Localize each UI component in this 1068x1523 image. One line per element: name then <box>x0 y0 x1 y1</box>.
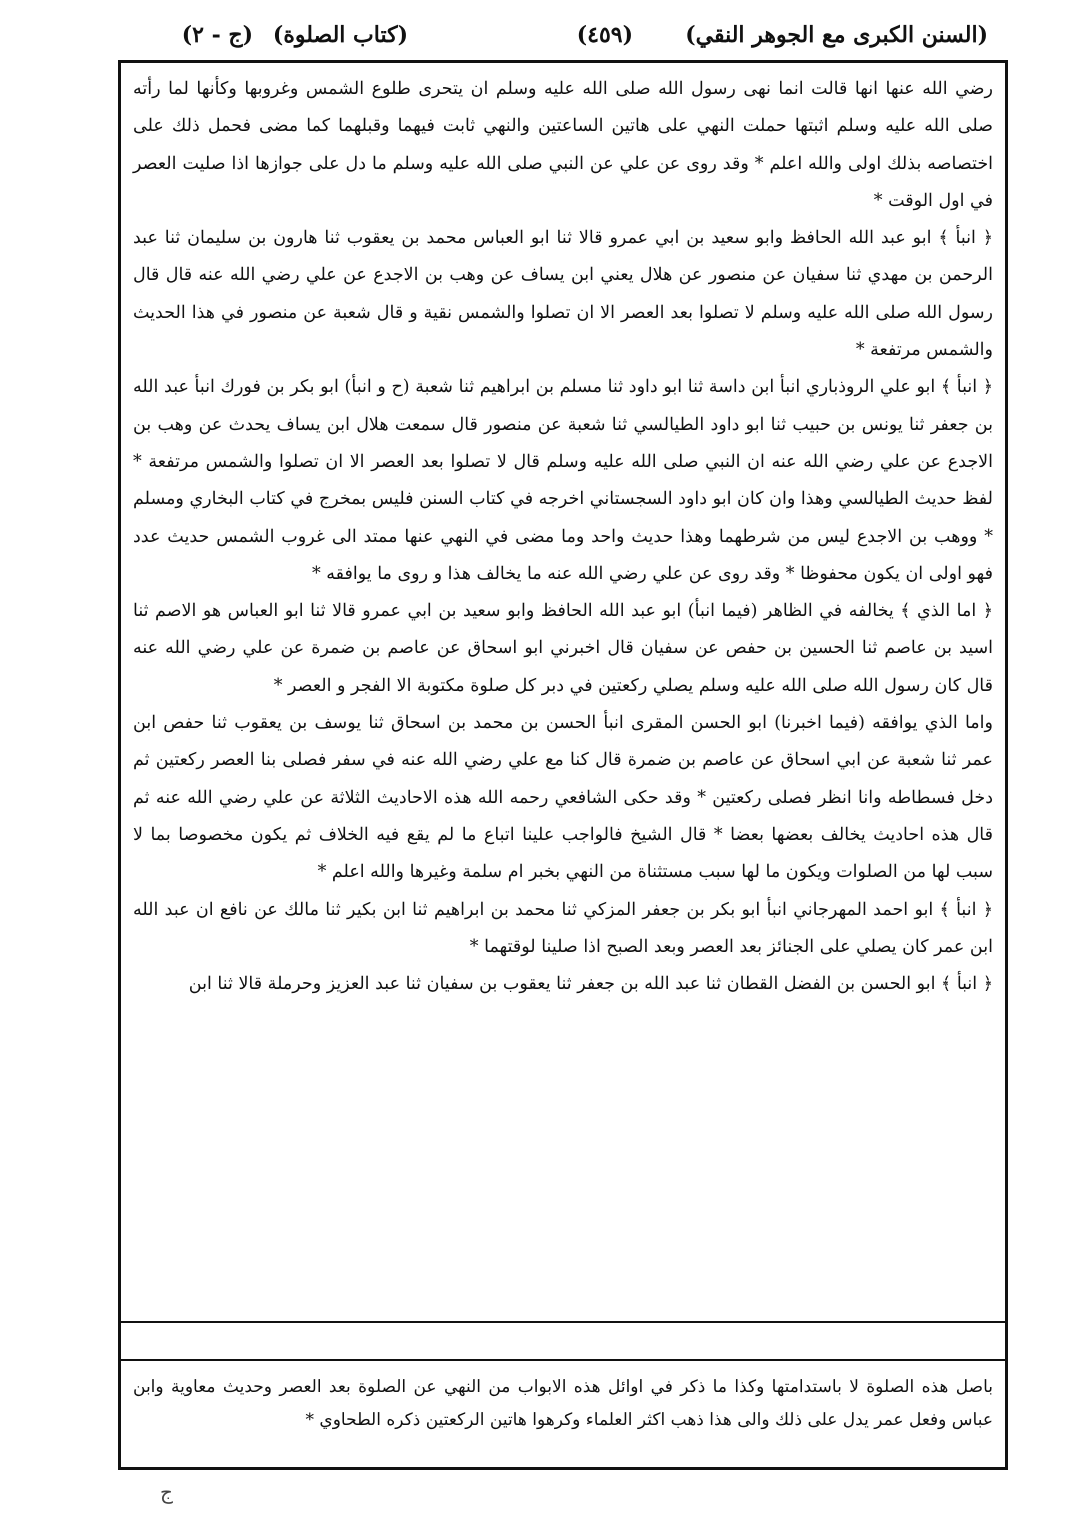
footnote-text: باصل هذه الصلوة لا باستدامتها وكذا ما ذكر في اوائل هذه الابواب من النهي عن الصلوة بعد العصر وحديث معاوية وابن عباس وفعل عمر يدل على ذلك والى هذا ذهب اكثر العلماء وكرهوا هاتين الركعتين ذكره الطحاوي * <box>133 1377 993 1430</box>
chapter-title: (كتاب الصلوة) <box>272 22 408 48</box>
page-number: (٤٥٩) <box>576 22 633 48</box>
paragraph: واما الذي يوافقه (فيما اخبرنا) ابو الحسن المقرى انبأ الحسن بن محمد بن اسحاق ثنا يوسف بن يعقوب ثنا حفص ابن عمر ثنا شعبة عن ابي اسحاق عن عاصم بن ضمرة قال كنا مع علي رضي الله عنه في سفر فصلى بنا العصر ركعتين ثم دخل فسطاطه وانا انظر فصلى ركعتين * وقد حكى الشافعي رحمه الله هذه الاحاديث الثلاثة عن علي رضي الله عنه ثم قال هذه احاديث يخالف بعضها بعضا * قال الشيخ فالواجب علينا اتباع ما لم يقع فيه الخلاف ثم يكون مخصوصا بما لا سبب لها من الصلوات ويكون ما لها سبب مستثناة من النهي بخبر ام سلمة وغيرها والله اعلم * <box>133 713 993 883</box>
paragraph: ﴿ انبأ ﴾ ابو علي الروذباري انبأ ابن داسة ثنا ابو داود ثنا مسلم بن ابراهيم ثنا شعبة (ح و انبأ) ابو بكر بن فورك انبأ عبد الله بن جعفر ثنا يونس بن حبيب ثنا ابو داود الطيالسي ثنا شعبة عن منصور قال سمعت هلال ابن يساف يحدث عن وهب بن الاجدع عن علي رضي الله عنه ان النبي صلى الله عليه وسلم قال لا تصلوا بعد العصر الا ان تصلوا والشمس مرتفعة * لفظ حديث الطيالسي وهذا وان كان ابو داود السجستاني اخرجه في كتاب السنن فليس بمخرج في كتاب البخاري ومسلم * ووهب بن الاجدع ليس من شرطهما وهذا حديث واحد وما مضى في النهي عنها ممتد الى غروب الشمس حديث عدد فهو اولى ان يكون محفوظا * وقد روى عن علي رضي الله عنه ما يخالف هذا و روى ما يوافقه * <box>133 377 993 584</box>
stray-mark: ج <box>160 1480 173 1504</box>
page-frame <box>118 60 1008 1470</box>
running-header <box>118 14 988 58</box>
paragraph: ﴿ انبأ ﴾ ابو الحسن بن الفضل القطان ثنا عبد الله بن جعفر ثنا يعقوب بن سفيان ثنا عبد العزيز وحرملة قالا ثنا ابن <box>188 974 993 995</box>
divider <box>121 1321 1005 1323</box>
main-text <box>133 71 993 1315</box>
book-title: (السنن الكبرى مع الجوهر النقي) <box>685 22 988 48</box>
volume-number: (ج - ٢) <box>181 22 253 48</box>
footnote <box>133 1371 993 1461</box>
footnote-divider <box>121 1359 1005 1361</box>
paragraph: رضي الله عنها انها قالت انما نهى رسول الله صلى الله عليه وسلم ان يتحرى طلوع الشمس وغروبها وكأنها لما رأته صلى الله عليه وسلم اثبتها حملت النهي على هاتين الساعتين والنهي ثابت فيهما وقبلهما كما مضى فحمل ذلك على اختصاصه بذلك اولى والله اعلم * وقد روى عن علي عن النبي صلى الله عليه وسلم ما دل على جوازها اذا صليت العصر في اول الوقت * <box>133 79 993 211</box>
paragraph: ﴿ انبأ ﴾ ابو احمد المهرجاني انبأ ابو بكر بن جعفر المزكي ثنا محمد بن ابراهيم ثنا ابن بكير ثنا مالك عن نافع ان عبد الله ابن عمر كان يصلي على الجنائز بعد العصر وبعد الصبح اذا صلينا لوقتهما * <box>133 899 993 957</box>
paragraph: ﴿ اما الذي ﴾ يخالفه في الظاهر (فيما انبأ) ابو عبد الله الحافظ وابو سعيد بن ابي عمرو قالا ثنا ابو العباس هو الاصم ثنا اسيد بن عاصم ثنا الحسين بن حفص عن سفيان قال اخبرني ابو اسحاق عن عاصم بن ضمرة عن علي رضي الله عنه قال كان رسول الله صلى الله عليه وسلم يصلي ركعتين في دبر كل صلوة مكتوبة الا الفجر و العصر * <box>133 601 993 696</box>
paragraph: ﴿ انبأ ﴾ ابو عبد الله الحافظ وابو سعيد بن ابي عمرو قالا ثنا ابو العباس محمد بن يعقوب ثنا هارون بن سليمان ثنا عبد الرحمن بن مهدي ثنا سفيان عن منصور عن هلال يعني ابن يساف عن وهب بن الاجدع عن علي رضي الله عنه قال قال رسول الله صلى الله عليه وسلم لا تصلوا بعد العصر الا ان تصلوا والشمس نقية و قال شعبة عن منصور في هذا الحديث والشمس مرتفعة * <box>133 228 993 361</box>
